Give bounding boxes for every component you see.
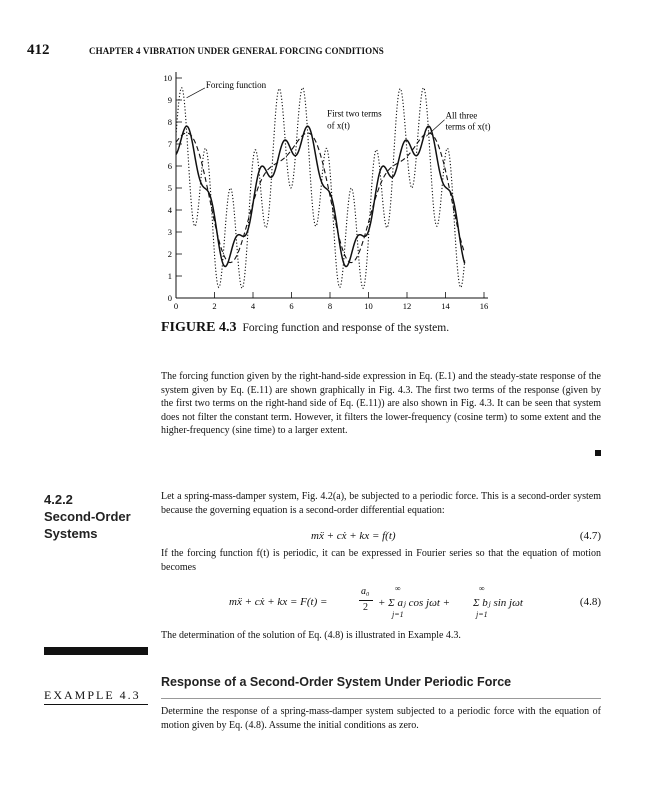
x-tick-label-8: 8 — [327, 301, 333, 311]
equation-4-8-inf2: ∞ — [479, 584, 485, 593]
section-title-line2: Systems — [44, 526, 98, 541]
page-number: 412 — [27, 42, 50, 58]
annotation-three-terms-1: All three — [445, 110, 478, 121]
figure-plot — [140, 66, 500, 316]
y-tick-label-4: 4 — [167, 205, 172, 215]
running-header: CHAPTER 4 VIBRATION UNDER GENERAL FORCING CONDITIONS — [89, 46, 384, 56]
annotation-two-terms-2: of x(t) — [327, 120, 350, 131]
x-tick-label-12: 12 — [402, 301, 412, 311]
example-rule — [161, 698, 601, 699]
paragraph-intro: Let a spring-mass-damper system, Fig. 4.2(a), be subjected to a periodic force. This is a second-order system because the governing equation is a second-order differential equation: — [161, 491, 601, 516]
equation-4-8-j1b: j=1 — [476, 610, 488, 619]
plot-ticks — [164, 73, 489, 311]
x-tick-label-10: 10 — [364, 301, 373, 311]
series-forcing-function — [176, 88, 465, 289]
annotation-three-terms-arrow — [426, 120, 444, 137]
annotation-two-terms-1: First two terms — [327, 108, 382, 119]
y-tick-label-3: 3 — [167, 227, 172, 237]
x-tick-label-6: 6 — [289, 301, 294, 311]
annotation-forcing-arrow — [187, 88, 205, 98]
y-tick-label-1: 1 — [167, 271, 172, 281]
y-tick-label-10: 10 — [163, 73, 172, 83]
section-number: 4.2.2 — [44, 492, 73, 507]
y-tick-label-6: 6 — [167, 161, 172, 171]
paragraph-reference: The determination of the solution of Eq. (4.8) is illustrated in Example 4.3. — [161, 630, 461, 641]
plot-annotations — [187, 80, 491, 136]
example-label: EXAMPLE 4.3 — [44, 688, 141, 702]
paragraph-example: Determine the response of a spring-mass-damper system subjected to a periodic force with the equation of motion given by Eq. (4.8). Assume the initial conditions as zero. — [161, 706, 601, 731]
x-tick-label-2: 2 — [212, 301, 217, 311]
figure-caption-text: Forcing function and response of the system. — [242, 322, 450, 334]
equation-4-7 — [161, 530, 601, 546]
x-tick-label-0: 0 — [173, 301, 179, 311]
equation-4-8-number: (4.8) — [579, 596, 601, 608]
x-tick-label-16: 16 — [479, 301, 489, 311]
annotation-forcing: Forcing function — [205, 79, 267, 90]
equation-4-8 — [161, 582, 601, 622]
y-tick-label-0: 0 — [167, 293, 172, 303]
example-underline — [44, 704, 148, 705]
equation-4-7-body: mẍ + cẋ + kx = f(t) — [311, 530, 396, 542]
y-tick-label-5: 5 — [167, 183, 172, 193]
figure-caption — [161, 320, 449, 336]
end-of-example-mark — [595, 450, 601, 456]
equation-4-8-sum1: + Σ aⱼ cos jωt + — [378, 597, 451, 609]
section-title-line1: Second-Order — [44, 509, 131, 524]
equation-4-8-a0: a₀ — [361, 586, 370, 597]
paragraph-fourier: If the forcing function f(t) is periodic, it can be expressed in Fourier series so that the equation of motion becomes — [161, 548, 601, 573]
y-tick-label-2: 2 — [167, 249, 172, 259]
x-tick-label-14: 14 — [441, 301, 450, 311]
annotation-three-terms-2: terms of x(t) — [445, 121, 491, 132]
x-tick-label-4: 4 — [250, 301, 256, 311]
paragraph-discussion: The forcing function given by the right-hand-side expression in Eq. (E.1) and the steady-state response of the system given by Eq. (E.11) are shown graphically in Fig. 4.3. The first two terms of the response (given by the first two terms on the right-hand side of Eq. (E.11)) are also shown in Fig. 4.3. It can be seen that system does not filter the constant term. However, it filters the lower-frequency (cosine term) to some extent and the higher-frequency (sine time) to a larger extent. — [161, 371, 601, 437]
figure-label: FIGURE 4.3 — [161, 320, 237, 335]
equation-4-7-number: (4.7) — [579, 530, 601, 542]
y-tick-label-7: 7 — [167, 139, 172, 149]
equation-4-8-inf1: ∞ — [395, 584, 401, 593]
plot-series — [176, 88, 465, 289]
equation-4-8-two: 2 — [363, 602, 368, 613]
y-tick-label-9: 9 — [167, 95, 172, 105]
equation-4-8-j1a: j=1 — [392, 610, 404, 619]
equation-4-8-fraction-bar — [359, 600, 373, 601]
y-tick-label-8: 8 — [167, 117, 172, 127]
equation-4-8-lhs: mẍ + cẋ + kx = F(t) = — [229, 596, 328, 608]
example-title: Response of a Second-Order System Under Periodic Force — [161, 675, 512, 689]
equation-4-8-sum2: Σ bⱼ sin jωt — [473, 597, 523, 609]
example-bar — [44, 647, 148, 655]
